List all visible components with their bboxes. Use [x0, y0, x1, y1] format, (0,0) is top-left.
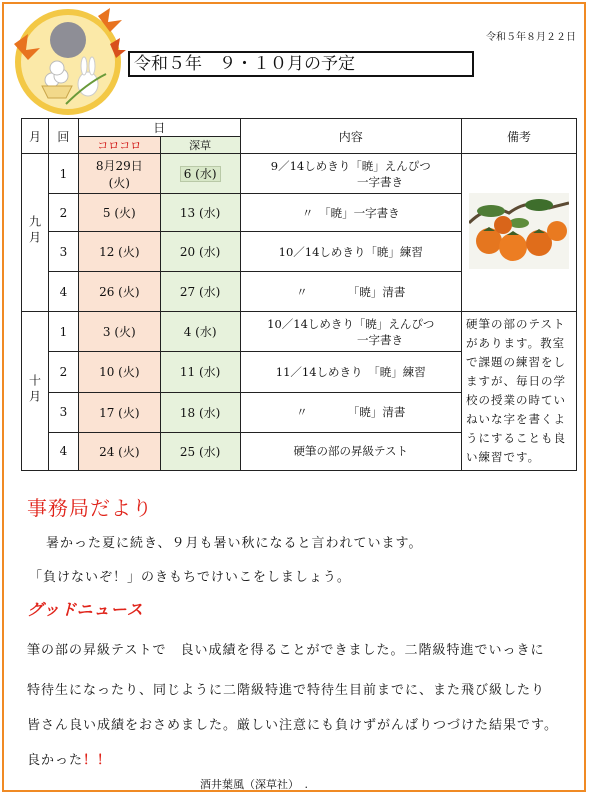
table-row: 2 10 (火) 11 (水) 11／14しめきり 「暁」練習	[22, 352, 577, 392]
schedule-table	[21, 118, 577, 471]
good-news-line-4: 良かった！！	[27, 753, 112, 768]
col-header-shinso: 深草	[160, 137, 240, 154]
table-row: 2 5 (火) 13 (水) 〃 「暁」一字書き	[22, 194, 577, 232]
office-news-line-1: 暑かった夏に続き、９月も暑い秋になると言われています。	[46, 536, 423, 551]
office-news-line-2: 「負けないぞ！」のきもちでけいこをしましょう。	[29, 570, 351, 585]
good-news-line-1: 筆の部の昇級テストで 良い成績を得ることができました。二階級特進でいっきに	[27, 643, 545, 658]
autumn-moon-logo	[6, 4, 126, 118]
table-row: 3 12 (火) 20 (水) 10／14しめきり「暁」練習	[22, 232, 577, 272]
month-label-september: 九月	[27, 215, 42, 247]
persimmon-image-cell	[462, 154, 577, 312]
office-news-title: 事務局だより	[27, 496, 153, 520]
col-header-round: 回	[48, 119, 78, 154]
good-news-title: グッドニュース	[27, 600, 144, 619]
table-row: 十月 1 3 (火) 4 (水) 10／14しめきり「暁」えんぴつ 一字書き 硬筆の部のテストがあります。教室で課題の練習をしますが、毎日の学校の授業の時ていねいな字を書くようにすることも良い練習です。	[22, 312, 577, 352]
shinso-date: 6 (水)	[160, 154, 240, 194]
page-title: 令和５年 ９・１０月の予定	[128, 51, 474, 77]
table-row: 3 17 (火) 18 (水) 〃 「暁」清書	[22, 392, 577, 432]
col-header-remarks: 備考	[462, 119, 577, 154]
table-row	[22, 154, 577, 194]
remarks-note: 硬筆の部のテストがあります。教室で課題の練習をしますが、毎日の学校の授業の時ていねいな字を書くようにすることも良い練習です。	[462, 312, 577, 471]
col-header-day: 日	[78, 119, 240, 137]
content-cell: 9／14しめきり「暁」えんぴつ 一字書き	[240, 154, 462, 194]
signature: 酒井葉風（深草社） .	[200, 778, 308, 791]
good-news-line-3: 皆さん良い成績をおさめました。厳しい注意にも負けずがんばりつづけた結果です。	[27, 718, 558, 733]
exclamation: ！！	[83, 753, 112, 768]
month-label-october: 十月	[27, 373, 42, 406]
table-row: 4 24 (火) 25 (水) 硬筆の部の昇級テスト	[22, 432, 577, 470]
persimmon-photo	[469, 193, 569, 269]
good-news-line-2: 特待生になったり、同じように二階級特進で特待生目前までに、また飛び級したり	[27, 683, 546, 698]
col-header-content: 内容	[240, 119, 462, 154]
issue-date: 令和５年８月２２日	[486, 32, 576, 43]
col-header-korokoro: コロコロ	[78, 137, 160, 154]
korokoro-date: 8月29日 (火)	[78, 154, 160, 194]
round-cell: 1	[48, 154, 78, 194]
table-header-row	[22, 119, 577, 137]
col-header-month: 月	[22, 119, 49, 154]
table-row: 4 26 (火) 27 (水) 〃 「暁」清書	[22, 272, 577, 312]
